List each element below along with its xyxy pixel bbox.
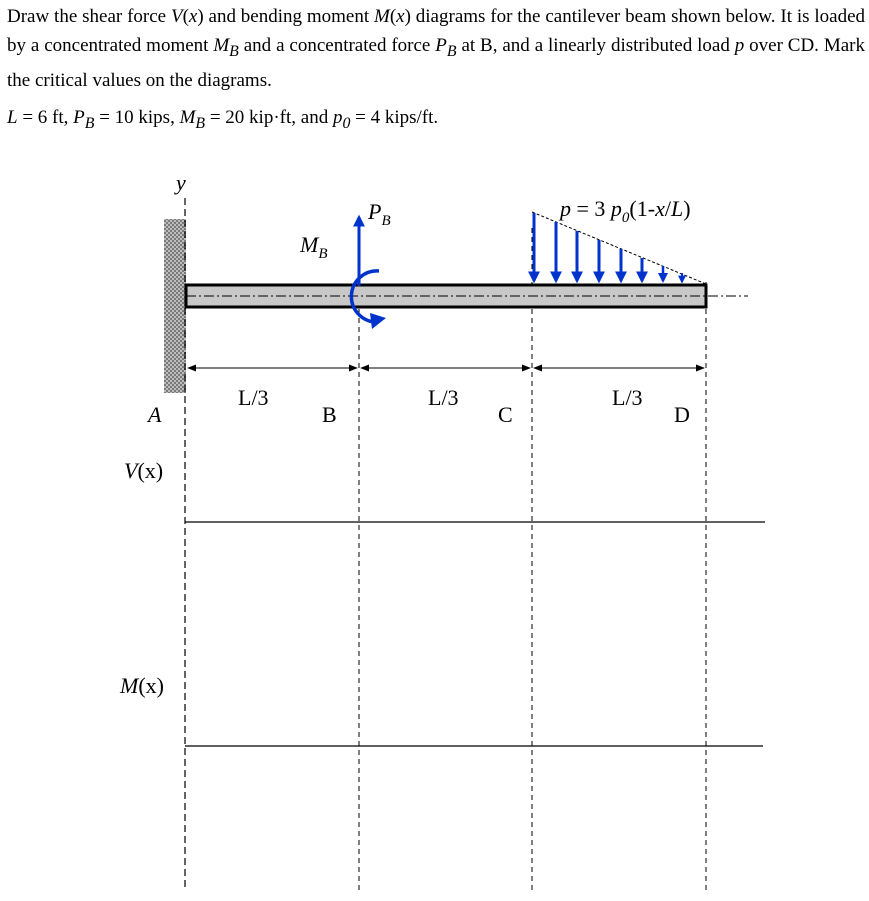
- pb-label: $P_B$: [368, 199, 391, 229]
- mb-label: $M_B$: [300, 232, 328, 262]
- problem-text: Draw the shear force V(x) and bending moment M(x) diagrams for the cantilever beam shown below. It is loaded by a concentrated moment $M_B$ and a concentrated force $P_B$ at B, and a linearly distributed load p over CD. Mark the critical values on the diagrams.: [7, 6, 866, 91]
- given-values: L = 6 ft, $P_B = 10$ kips, $M_B = 20$ kip·ft, and $p_0 = 4$ kips/ft.: [7, 107, 439, 132]
- y-axis-label: y: [176, 170, 186, 195]
- point-b-label: B: [322, 402, 337, 427]
- load-top-line: [532, 212, 706, 284]
- span-bc-label: L/3: [428, 385, 459, 410]
- mb-arrowhead: [370, 313, 386, 329]
- shear-axis-label: V(x): [124, 458, 164, 483]
- point-c-label: C: [498, 402, 513, 427]
- fixed-support-wall: [164, 219, 186, 393]
- point-d-label: D: [674, 402, 690, 427]
- point-a-label: A: [148, 402, 162, 427]
- load-function-label: p = 3 $p_0(1-x/L)$: [560, 196, 691, 226]
- span-ab-label: L/3: [238, 385, 269, 410]
- span-cd-label: L/3: [612, 385, 643, 410]
- moment-axis-label: M(x): [120, 673, 164, 698]
